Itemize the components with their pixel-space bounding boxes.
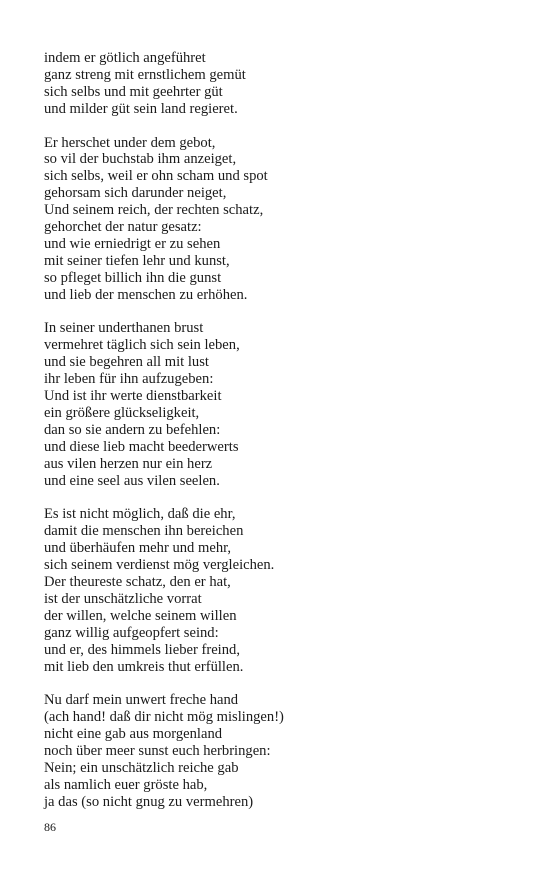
- verse-line: und milder güt sein land regieret.: [44, 100, 238, 117]
- verse-line: dan so sie andern zu befehlen:: [44, 421, 221, 438]
- verse-line: so vil der buchstab ihm anzeiget,: [44, 151, 237, 168]
- verse-line: und er, des himmels lieber freind,: [44, 641, 240, 658]
- verse-line: gehorsam sich darunder neiget,: [44, 185, 227, 202]
- verse-line: Er herschet under dem gebot,: [44, 134, 216, 151]
- verse-line: Es ist nicht möglich, daß die ehr,: [44, 506, 236, 523]
- verse-line: In seiner underthanen brust: [44, 320, 204, 337]
- verse-line: und diese lieb macht beederwerts: [44, 438, 239, 455]
- stanza: [44, 50, 514, 118]
- verse-line: Der theureste schatz, den er hat,: [44, 574, 231, 591]
- verse-line: und sie begehren all mit lust: [44, 354, 209, 371]
- verse-line: mit lieb den umkreis thut erfüllen.: [44, 658, 244, 675]
- verse-line: Und seinem reich, der rechten schatz,: [44, 202, 264, 219]
- verse-line: mit seiner tiefen lehr und kunst,: [44, 252, 230, 269]
- stanza: [44, 320, 514, 489]
- verse-line: indem er götlich angeführet: [44, 50, 206, 66]
- verse-line: sich selbs und mit geehrter güt: [44, 83, 223, 100]
- poem-text: [44, 50, 514, 828]
- verse-line: ein größere glückseligkeit,: [44, 405, 200, 421]
- verse-line: ganz willig aufgeopfert seind:: [44, 624, 219, 641]
- verse-line: und überhäufen mehr und mehr,: [44, 540, 232, 557]
- verse-line: der willen, welche seinem willen: [44, 607, 237, 624]
- stanza: [44, 692, 514, 810]
- stanza: [44, 506, 514, 675]
- verse-line: (ach hand! daß dir nicht mög mislingen!): [44, 709, 284, 726]
- verse-line: vermehret täglich sich sein leben,: [44, 337, 240, 354]
- verse-line: Nein; ein unschätzlich reiche gab: [44, 760, 239, 776]
- verse-line: ganz streng mit ernstlichem gemüt: [44, 66, 246, 83]
- verse-line: gehorchet der natur gesatz:: [44, 219, 202, 236]
- verse-line: und lieb der menschen zu erhöhen.: [44, 286, 248, 303]
- verse-line: Und ist ihr werte dienstbarkeit: [44, 388, 222, 405]
- page-number: 86: [44, 820, 56, 834]
- verse-line: aus vilen herzen nur ein herz: [44, 455, 213, 472]
- verse-line: damit die menschen ihn bereichen: [44, 523, 244, 540]
- verse-line: ihr leben für ihn aufzugeben:: [44, 371, 214, 388]
- verse-line: ja das (so nicht gnug zu vermehren): [44, 793, 254, 810]
- verse-line: sich selbs, weil er ohn scham und spot: [44, 168, 268, 185]
- verse-line: nicht eine gab aus morgenland: [44, 726, 223, 743]
- verse-line: Nu darf mein unwert freche hand: [44, 692, 239, 709]
- verse-line: und wie erniedrigt er zu sehen: [44, 235, 221, 252]
- verse-line: so pfleget billich ihn die gunst: [44, 269, 222, 286]
- verse-line: ist der unschätzliche vorrat: [44, 590, 202, 607]
- stanza: [44, 135, 514, 304]
- verse-line: noch über meer sunst euch herbringen:: [44, 743, 271, 760]
- verse-line: als namlich euer gröste hab,: [44, 776, 208, 793]
- verse-line: und eine seel aus vilen seelen.: [44, 472, 220, 489]
- verse-line: sich seinem verdienst mög vergleichen.: [44, 557, 275, 574]
